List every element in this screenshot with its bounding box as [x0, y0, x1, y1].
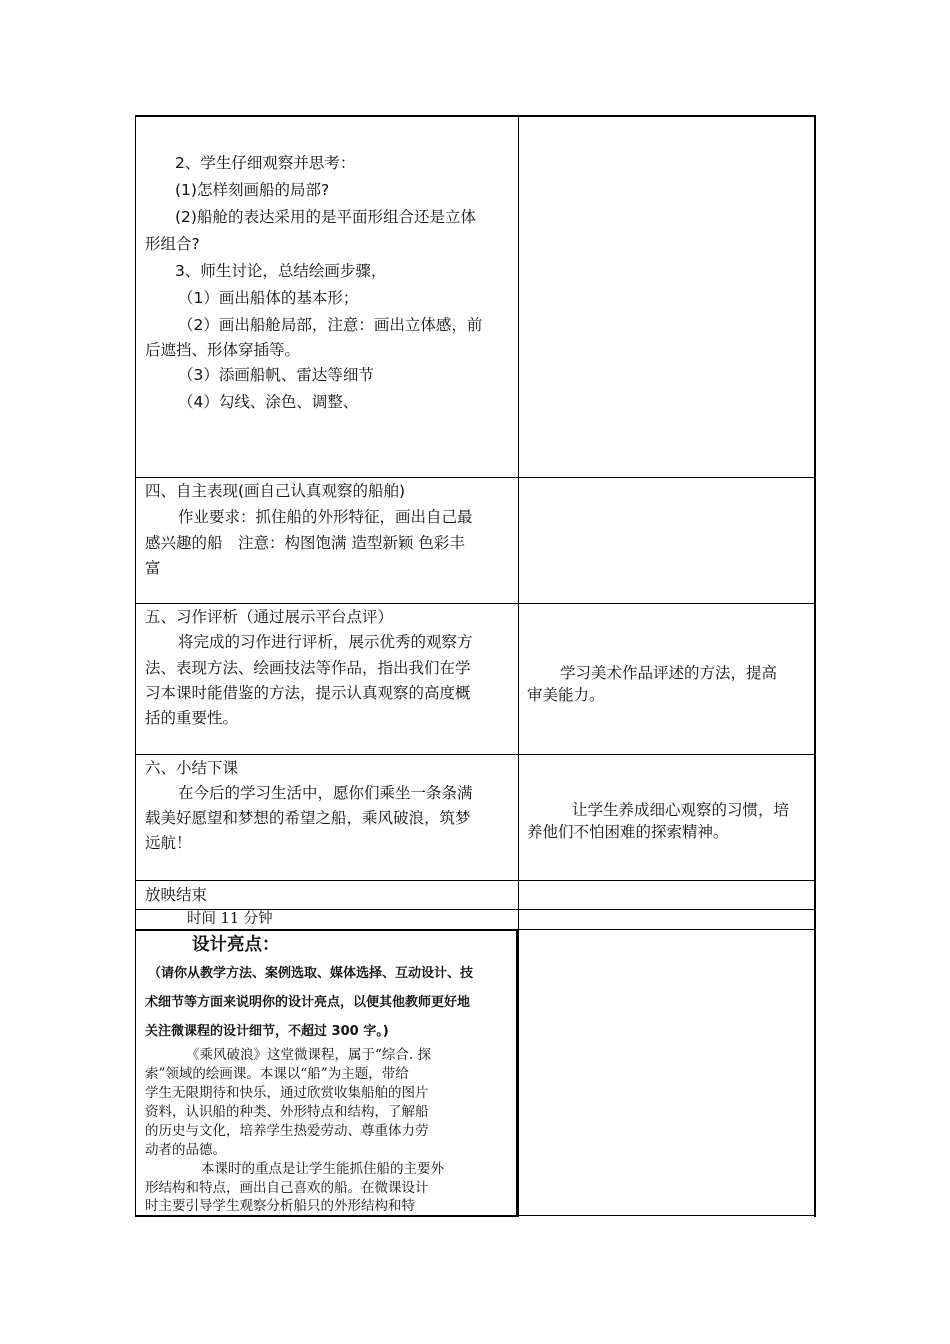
summary-intent-line: 让学生养成细心观察的习惯，培 — [572, 801, 790, 819]
review-title: 五、习作评析（通过展示平台点评） — [145, 608, 394, 626]
right-cell-bottom-border — [518, 1215, 816, 1216]
review-line: 习本课时能借鉴的方法，提示认真观察的高度概 — [145, 684, 471, 702]
review-line: 将完成的习作进行评析，展示优秀的观察方 — [178, 633, 473, 651]
highlights-note-line: 术细节等方面来说明你的设计亮点，以便其他教师更好地 — [145, 995, 471, 1010]
column-divider — [518, 115, 519, 1217]
summary-title: 六、小结下课 — [145, 759, 239, 777]
row-divider — [135, 880, 816, 881]
practice-line: 作业要求：抓住船的外形特征，画出自己最 — [178, 508, 473, 526]
review-line: 法、表现方法、绘画技法等作品，指出我们在学 — [145, 659, 471, 677]
review-intent-line: 审美能力。 — [527, 686, 605, 704]
summary-line: 远航！ — [145, 834, 192, 852]
practice-line: 富 — [145, 559, 161, 577]
steps-line: （3）添画船帆、雷达等细节 — [178, 366, 374, 384]
highlights-body-line: 本课时的重点是让学生能抓住船的主要外 — [201, 1161, 444, 1177]
steps-line: （2）画出船舱局部，注意：画出立体感，前 — [178, 316, 483, 334]
end-label: 放映结束 — [145, 886, 208, 904]
steps-line: 3、师生讨论，总结绘画步骤， — [175, 262, 387, 280]
highlights-body-line: 动者的品德。 — [145, 1142, 226, 1158]
highlights-body-line: 资料，认识船的种类、外形特点和结构，了解船 — [145, 1104, 429, 1120]
summary-line: 载美好愿望和梦想的希望之船，乘风破浪，筑梦 — [145, 809, 471, 827]
steps-line: （4）勾线、涂色、调整、 — [178, 393, 359, 411]
summary-line: 在今后的学习生活中，愿你们乘坐一条条满 — [178, 784, 473, 802]
highlights-note-line: 关注微课程的设计细节，不超过 300 字。) — [145, 1024, 389, 1039]
steps-line: 形组合? — [145, 235, 200, 253]
time-label: 时间 11 分钟 — [187, 911, 273, 927]
table-bottom-border — [135, 1215, 518, 1217]
highlights-body-line: 索”领域的绘画课。本课以“船”为主题，带给 — [145, 1066, 409, 1082]
highlights-body-line: 的历史与文化，培养学生热爱劳动、尊重体力劳 — [145, 1123, 429, 1139]
highlights-body-line: 形结构和特点，画出自己喜欢的船。在微课设计 — [145, 1180, 429, 1196]
table-left-border — [135, 115, 136, 1217]
table-right-border — [814, 115, 816, 1217]
review-line: 括的重要性。 — [145, 709, 239, 727]
highlights-heading: 设计亮点： — [192, 935, 280, 955]
steps-line: 2、学生仔细观察并思考： — [175, 154, 356, 172]
highlights-body-line: 时主要引导学生观察分析船只的外形结构和特 — [145, 1198, 415, 1214]
practice-line: 感兴趣的船 注意：构图饱满 造型新颖 色彩丰 — [145, 534, 465, 552]
steps-line: (2)船舱的表达采用的是平面形组合还是立体 — [175, 208, 476, 226]
steps-line: （1）画出船体的基本形； — [178, 289, 359, 307]
highlights-body-line: 学生无限期待和快乐，通过欣赏收集船舶的图片 — [145, 1085, 429, 1101]
highlights-note-line: （请你从教学方法、案例选取、媒体选择、互动设计、技 — [148, 966, 474, 981]
practice-title: 四、自主表现(画自己认真观察的船舶) — [145, 482, 406, 500]
review-intent-line: 学习美术作品评述的方法，提高 — [560, 664, 778, 682]
steps-line: (1)怎样刻画船的局部? — [175, 181, 330, 199]
table-top-border — [135, 115, 816, 117]
summary-intent-line: 养他们不怕困难的探索精神。 — [527, 823, 729, 841]
highlight-box-right — [516, 929, 518, 1217]
highlights-body-line: 《乘风破浪》这堂微课程，属于“综合. 探 — [186, 1047, 431, 1063]
steps-line: 后遮挡、形体穿插等。 — [145, 341, 301, 359]
